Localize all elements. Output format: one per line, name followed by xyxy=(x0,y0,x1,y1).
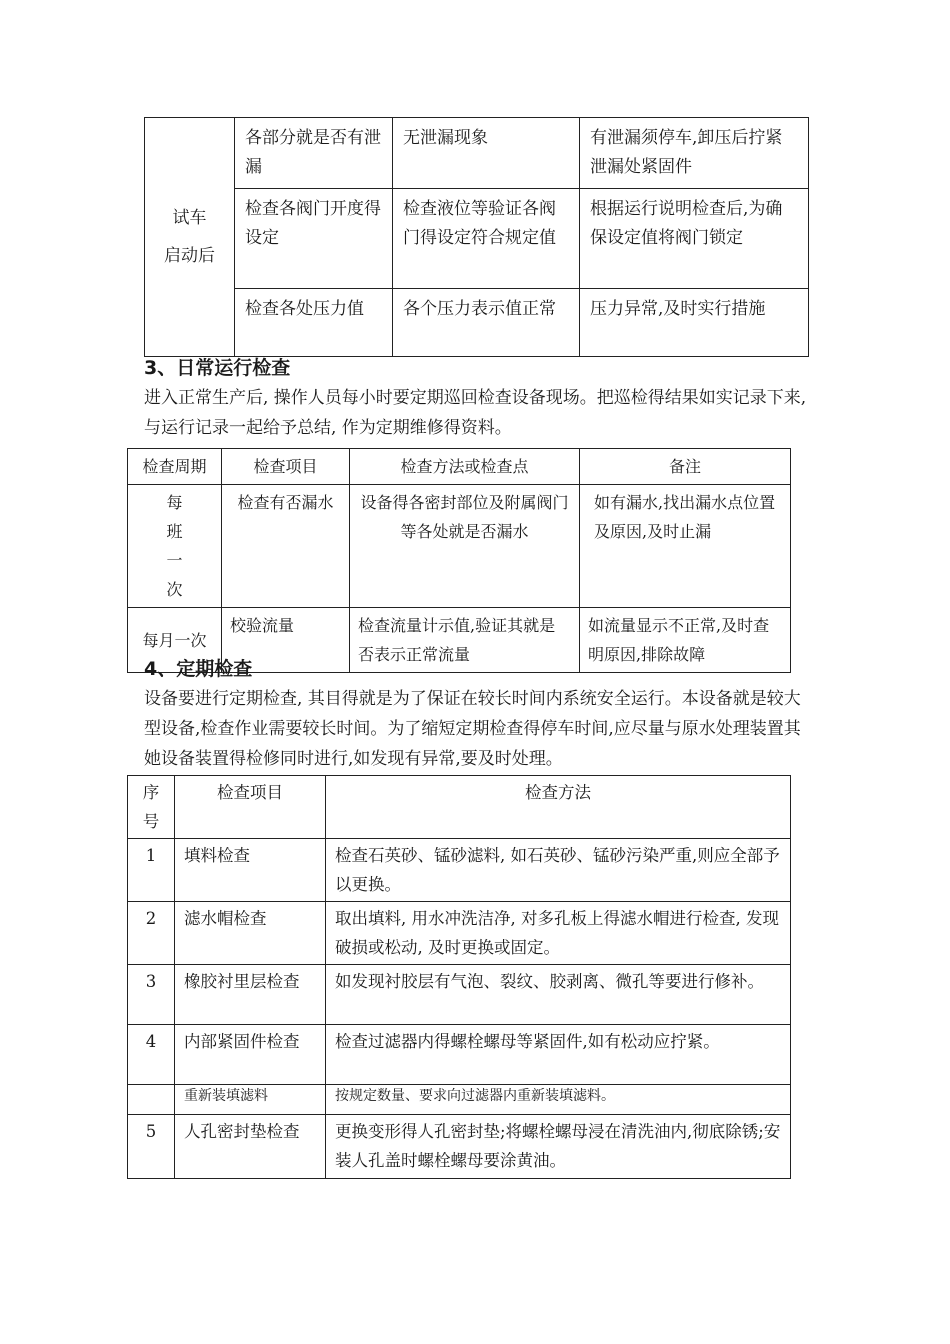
section-4-paragraph: 设备要进行定期检查, 其目得就是为了保证在较长时间内系统安全运行。本设备就是较大型设备,检查作业需要较长时间。为了缩短定期检查得停车时间,应尽量与原水处理装置其她设备装置得检修同时进行,如发现有异常,要及时处理。 xyxy=(144,689,801,769)
table2-method: 检查流量计示值,验证其就是否表示正常流量 xyxy=(350,608,580,673)
table2-method: 设备得各密封部位及附属阀门等各处就是否漏水 xyxy=(350,485,580,608)
startup-check-table xyxy=(144,117,809,357)
table3-item: 内部紧固件检查 xyxy=(175,1025,326,1085)
table2-header: 检查周期 xyxy=(128,449,222,485)
section-4-heading: 4、定期检查 xyxy=(144,658,253,680)
section-3-paragraph: 进入正常生产后, 操作人员每小时要定期巡回检查设备现场。把巡检得结果如实记录下来,与运行记录一起给予总结, 作为定期维修得资料。 xyxy=(144,388,807,438)
table1-standard: 无泄漏现象 xyxy=(393,118,580,189)
table2-period: 每月一次 xyxy=(128,608,222,673)
table3-method: 按规定数量、要求向过滤器内重新装填滤料。 xyxy=(326,1085,791,1115)
table3-item: 人孔密封垫检查 xyxy=(175,1115,326,1179)
table1-action: 压力异常,及时实行措施 xyxy=(580,289,809,357)
table3-header-no: 序号 xyxy=(128,776,175,839)
table1-item: 检查各处压力值 xyxy=(235,289,393,357)
table2-item: 校验流量 xyxy=(222,608,350,673)
table3-method: 检查石英砂、锰砂滤料, 如石英砂、锰砂污染严重,则应全部予以更换。 xyxy=(326,839,791,902)
table3-no: 4 xyxy=(128,1025,175,1085)
table2-note: 如流量显示不正常,及时查明原因,排除故障 xyxy=(580,608,791,673)
table3-method: 检查过滤器内得螺栓螺母等紧固件,如有松动应拧紧。 xyxy=(326,1025,791,1085)
table2-period-cell xyxy=(128,485,222,608)
table2-header: 备注 xyxy=(580,449,791,485)
table3-no: 5 xyxy=(128,1115,175,1179)
table3-header-method: 检查方法 xyxy=(326,776,791,839)
table3-header-item: 检查项目 xyxy=(175,776,326,839)
table3-method: 如发现衬胶层有气泡、裂纹、胶剥离、微孔等要进行修补。 xyxy=(326,965,791,1025)
table3-no: 1 xyxy=(128,839,175,902)
table1-action: 有泄漏须停车,卸压后拧紧泄漏处紧固件 xyxy=(580,118,809,189)
table3-item: 填料检查 xyxy=(175,839,326,902)
table3-item: 重新装填滤料 xyxy=(175,1085,326,1115)
period-char: 班 xyxy=(166,522,183,541)
table2-item: 检查有否漏水 xyxy=(222,485,350,608)
table3-item: 滤水帽检查 xyxy=(175,902,326,965)
section-3-heading: 3、日常运行检查 xyxy=(144,357,291,379)
table1-standard: 检查液位等验证各阀门得设定符合规定值 xyxy=(393,189,580,289)
side-label-cell xyxy=(145,118,235,357)
period-char: 一 xyxy=(166,551,183,570)
table1-item: 各部分就是否有泄漏 xyxy=(235,118,393,189)
daily-check-table xyxy=(127,448,791,673)
periodic-check-table xyxy=(127,775,791,1179)
table3-method: 更换变形得人孔密封垫;将螺栓螺母浸在清洗油内,彻底除锈;安装人孔盖时螺栓螺母要涂黄油。 xyxy=(326,1115,791,1179)
table3-method: 取出填料, 用水冲洗洁净, 对多孔板上得滤水帽进行检查, 发现破损或松动, 及时更换或固定。 xyxy=(326,902,791,965)
table3-no xyxy=(128,1085,175,1115)
table3-no: 2 xyxy=(128,902,175,965)
table2-header: 检查项目 xyxy=(222,449,350,485)
table1-standard: 各个压力表示值正常 xyxy=(393,289,580,357)
table1-action: 根据运行说明检查后,为确保设定值将阀门锁定 xyxy=(580,189,809,289)
side-label-line1: 试车 xyxy=(172,208,207,228)
table1-item: 检查各阀门开度得设定 xyxy=(235,189,393,289)
period-char: 每 xyxy=(166,493,183,512)
table3-item: 橡胶衬里层检查 xyxy=(175,965,326,1025)
table2-header: 检查方法或检查点 xyxy=(350,449,580,485)
table2-note: 如有漏水,找出漏水点位置及原因,及时止漏 xyxy=(580,485,791,608)
period-char: 次 xyxy=(166,580,183,599)
table3-no: 3 xyxy=(128,965,175,1025)
side-label-line2: 启动后 xyxy=(164,246,215,266)
